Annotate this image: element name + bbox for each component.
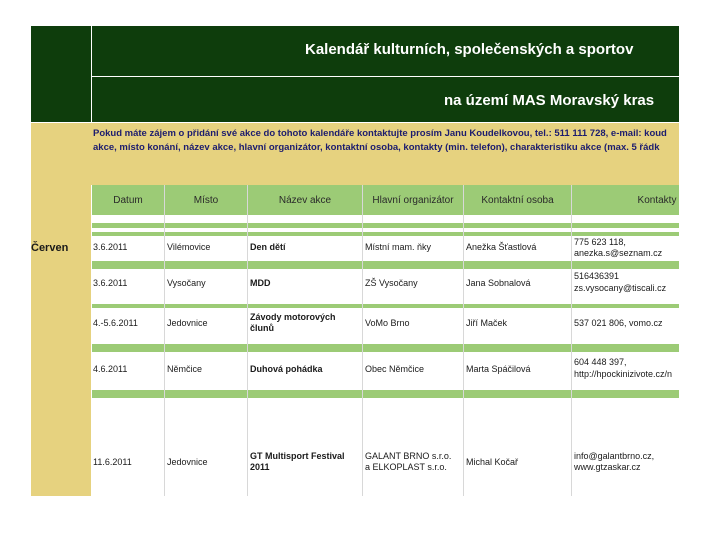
separator <box>92 215 679 223</box>
cell-osoba: Marta Spáčilová <box>466 364 531 374</box>
grid-line <box>571 185 572 496</box>
cell-organizator: ZŠ Vysočany <box>365 278 418 288</box>
cell-kontakt: www.gtzaskar.cz <box>574 462 641 472</box>
cell-misto: Vysočany <box>167 278 206 288</box>
cell-kontakt: 537 021 806, vomo.cz <box>574 318 663 328</box>
grid-line <box>164 185 165 496</box>
page-title: Kalendář kulturních, společenských a sportov <box>305 41 634 58</box>
col-header-nazev: Název akce <box>278 194 332 206</box>
cell-organizator: VoMo Brno <box>365 318 410 328</box>
col-header-misto: Místo <box>193 194 219 206</box>
cell-kontakt: 604 448 397, <box>574 357 627 367</box>
cell-misto: Jedovnice <box>167 457 208 467</box>
month-column <box>31 185 91 496</box>
cell-datum: 11.6.2011 <box>93 457 132 467</box>
cell-osoba: Jana Sobnalová <box>466 278 531 288</box>
cell-organizator: Místní mam. ňky <box>365 242 432 252</box>
cell-osoba: Michal Kočař <box>466 457 519 467</box>
grid-line <box>463 185 464 496</box>
info-line-1: Pokud máte zájem o přidání své akce do tohoto kalendáře kontaktujte prosím Janu Koudelkovou, tel.: 511 111 728, e-mail: koud <box>93 128 667 139</box>
cell-organizator: a ELKOPLAST s.r.o. <box>365 462 447 472</box>
cell-kontakt: 516436391 <box>574 271 620 281</box>
grid-line <box>247 185 248 496</box>
row-separator <box>92 261 679 269</box>
cell-nazev: Duhová pohádka <box>250 364 323 374</box>
cell-misto: Němčice <box>167 364 203 374</box>
cell-datum: 3.6.2011 <box>93 242 128 252</box>
cell-osoba: Anežka Šťastlová <box>466 242 537 252</box>
cell-kontakt: anezka.s@seznam.cz <box>574 248 663 258</box>
col-header-organizator: Hlavní organizátor <box>372 194 454 206</box>
grid-line <box>362 185 363 496</box>
info-text <box>93 127 679 155</box>
cell-kontakt: 775 623 118, <box>574 237 626 247</box>
cell-misto: Vilémovice <box>167 242 211 252</box>
row-separator <box>92 390 679 398</box>
cell-nazev: Den dětí <box>250 242 286 252</box>
month-label: Červen <box>31 242 69 254</box>
cell-datum: 4.-5.6.2011 <box>93 318 138 328</box>
col-header-osoba: Kontaktní osoba <box>481 194 554 206</box>
cell-datum: 3.6.2011 <box>93 278 128 288</box>
cell-organizator: Obec Němčice <box>365 364 425 374</box>
cell-osoba: Jiří Maček <box>466 318 508 328</box>
col-header-kontakty: Kontakty <box>637 194 677 206</box>
cell-nazev: GT Multisport Festival 2011 <box>250 451 345 472</box>
table-row <box>92 398 679 496</box>
cell-kontakt: info@galantbrno.cz, <box>574 451 655 461</box>
cell-organizator: GALANT BRNO s.r.o. <box>365 451 452 461</box>
row-separator <box>92 344 679 352</box>
cell-misto: Jedovnice <box>167 318 208 328</box>
page-subtitle: na území MAS Moravský kras <box>444 92 655 109</box>
title-band-left <box>31 26 91 122</box>
info-line-2: akce, místo konání, název akce, hlavní organizátor, kontaktní osoba, kontakty (min. telefon), charakteristiku akce (max. 5 řádk <box>93 142 660 153</box>
col-header-datum: Datum <box>113 194 143 206</box>
cell-kontakt: zs.vysocany@tiscali.cz <box>574 283 667 293</box>
cell-datum: 4.6.2011 <box>93 364 128 374</box>
cell-nazev: MDD <box>250 278 271 288</box>
cell-nazev: Závody motorových člunů <box>250 312 336 333</box>
cell-kontakt: http://hpockinizivote.cz/n <box>574 369 673 379</box>
spreadsheet <box>31 26 679 496</box>
